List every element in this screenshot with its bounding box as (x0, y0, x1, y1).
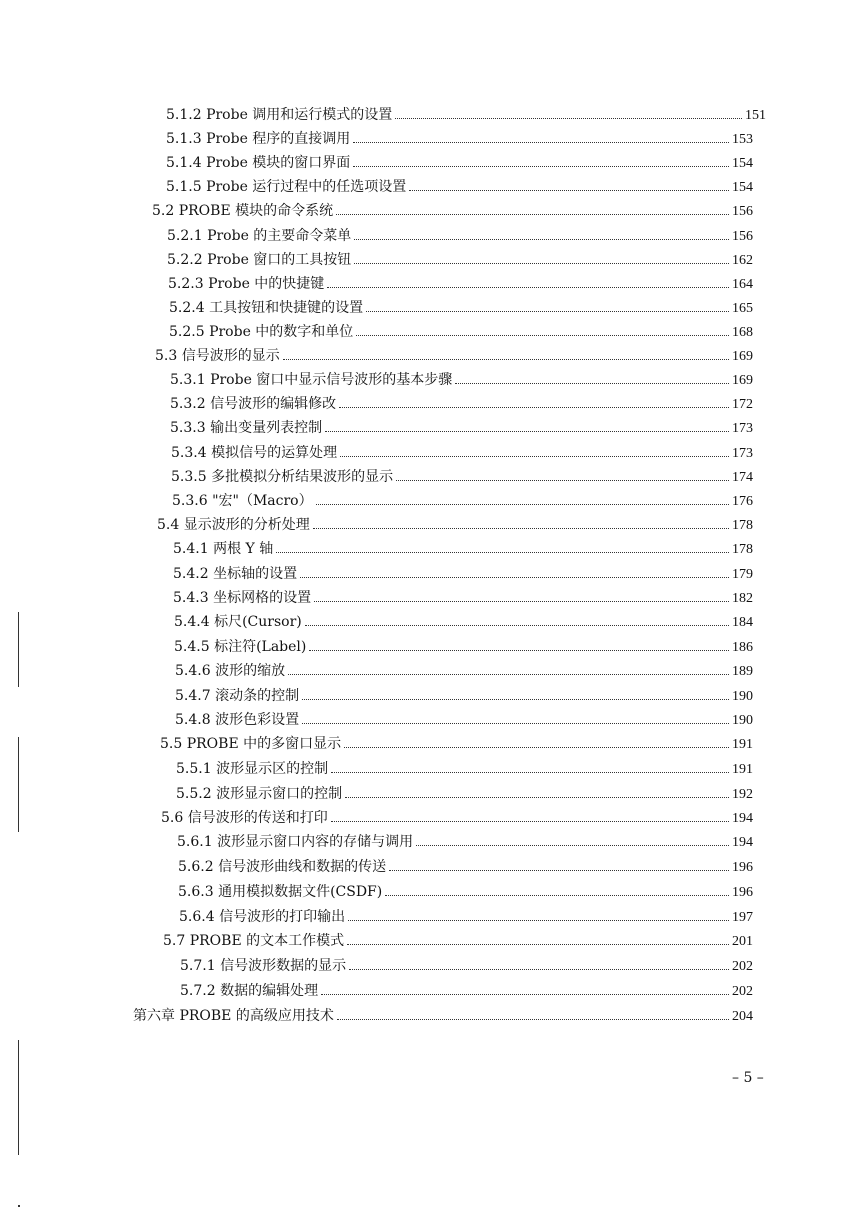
toc-entry (166, 105, 766, 126)
toc-entry (178, 857, 753, 878)
toc-entry-title: 5.6.2 信号波形曲线和数据的传送 (178, 859, 387, 875)
toc-entry-title: 5.6.1 波形显示窗口内容的存储与调用 (177, 834, 414, 850)
toc-leader-dots (353, 166, 729, 167)
toc-leader-dots (395, 118, 742, 119)
toc-leader-dots (353, 142, 729, 143)
toc-leader-dots (340, 456, 729, 457)
toc-leader-dots (300, 577, 729, 578)
page-number: – 5 – (732, 1070, 764, 1086)
toc-entry-page: 164 (732, 277, 753, 292)
toc-entry-page: 153 (732, 132, 753, 147)
toc-leader-dots (396, 480, 729, 481)
toc-entry (133, 1006, 753, 1027)
toc-leader-dots (302, 699, 729, 700)
toc-leader-dots (409, 190, 729, 191)
toc-leader-dots (325, 431, 729, 432)
toc-leader-dots (288, 674, 729, 675)
toc-entry-title: 5.4 显示波形的分析处理 (157, 517, 310, 533)
toc-entry-title: 5.2.3 Probe 中的快捷键 (168, 276, 325, 292)
toc-entry-page: 190 (732, 713, 753, 728)
toc-entry-title: 5.6.4 信号波形的打印输出 (179, 909, 346, 925)
toc-entry-page: 156 (732, 229, 753, 244)
toc-leader-dots (354, 263, 729, 264)
toc-entry-title: 5.7.2 数据的编辑处理 (180, 983, 319, 999)
toc-entry-title: 5.3.5 多批模拟分析结果波形的显示 (171, 469, 394, 485)
toc-leader-dots (349, 969, 729, 970)
toc-entry-page: 186 (732, 640, 753, 655)
scan-speck (18, 1205, 20, 1207)
toc-entry (169, 322, 753, 343)
toc-entry-page: 173 (732, 446, 753, 461)
toc-leader-dots (348, 920, 729, 921)
toc-entry-title: 5.4.5 标注符(Label) (174, 639, 307, 655)
toc-entry-page: 154 (732, 180, 753, 195)
toc-leader-dots (331, 772, 729, 773)
toc-entry (175, 686, 753, 707)
toc-entry-page: 169 (732, 349, 753, 364)
toc-leader-dots (455, 383, 729, 384)
toc-entry-title: 5.5.2 波形显示窗口的控制 (176, 786, 343, 802)
toc-leader-dots (416, 845, 729, 846)
toc-entry-title: 5.4.6 波形的缩放 (175, 663, 286, 679)
toc-entry (169, 298, 753, 319)
toc-leader-dots (327, 287, 729, 288)
toc-leader-dots (331, 821, 729, 822)
toc-leader-dots (385, 895, 729, 896)
toc-entry (166, 129, 753, 150)
toc-entry-page: 182 (732, 591, 753, 606)
toc-entry-page: 184 (732, 615, 753, 630)
toc-entry-title: 5.2.1 Probe 的主要命令菜单 (167, 228, 352, 244)
toc-entry (157, 515, 753, 536)
toc-entry (177, 832, 753, 853)
toc-entry-page: 174 (732, 470, 753, 485)
toc-entry-page: 162 (732, 253, 753, 268)
toc-entry (160, 734, 753, 755)
toc-leader-dots (336, 214, 729, 215)
toc-entry-page: 190 (732, 689, 753, 704)
toc-entry (173, 588, 753, 609)
toc-leader-dots (339, 407, 729, 408)
toc-entry (170, 370, 753, 391)
toc-entry (175, 710, 753, 731)
toc-entry-title: 5.3.3 输出变量列表控制 (170, 420, 323, 436)
toc-entry-title: 5.4.3 坐标网格的设置 (173, 590, 312, 606)
toc-entry-page: 154 (732, 156, 753, 171)
scan-margin-line (18, 612, 19, 687)
toc-leader-dots (313, 528, 729, 529)
toc-entry-title: 5.4.4 标尺(Cursor) (174, 614, 302, 630)
toc-entry-title: 5.1.4 Probe 模块的窗口界面 (166, 155, 351, 171)
toc-leader-dots (344, 747, 729, 748)
toc-leader-dots (316, 504, 729, 505)
toc-entry (167, 226, 753, 247)
toc-entry-page: 156 (732, 204, 753, 219)
toc-entry (176, 759, 753, 780)
toc-entry-page: 169 (732, 373, 753, 388)
toc-leader-dots (347, 944, 729, 945)
toc-entry-title: 5.1.3 Probe 程序的直接调用 (166, 131, 351, 147)
toc-entry-title: 5.3.2 信号波形的编辑修改 (170, 396, 337, 412)
toc-entry-title: 5.6.3 通用模拟数据文件(CSDF) (178, 884, 383, 900)
toc-entry-title: 5.4.1 两根 Y 轴 (173, 541, 274, 557)
toc-leader-dots (356, 335, 729, 336)
toc-entry-page: 151 (745, 108, 766, 123)
toc-entry-page: 191 (732, 737, 753, 752)
toc-entry (171, 443, 753, 464)
toc-entry (174, 637, 753, 658)
toc-leader-dots (276, 552, 729, 553)
toc-entry (152, 201, 753, 222)
toc-entry-page: 197 (732, 910, 753, 925)
toc-entry (174, 612, 753, 633)
toc-leader-dots (389, 870, 729, 871)
toc-leader-dots (305, 625, 729, 626)
toc-entry-title: 5.3.1 Probe 窗口中显示信号波形的基本步骤 (170, 372, 453, 388)
toc-leader-dots (283, 359, 729, 360)
toc-entry (172, 491, 753, 512)
toc-entry (170, 394, 753, 415)
toc-leader-dots (366, 311, 729, 312)
toc-leader-dots (321, 994, 729, 995)
toc-entry (180, 981, 753, 1002)
toc-entry (179, 907, 753, 928)
toc-entry-title: 5.3.4 模拟信号的运算处理 (171, 445, 338, 461)
toc-entry (180, 956, 753, 977)
toc-entry-title: 5.4.8 波形色彩设置 (175, 712, 300, 728)
toc-entry (173, 539, 753, 560)
toc-entry-page: 172 (732, 397, 753, 412)
toc-entry-title: 5.2.2 Probe 窗口的工具按钮 (167, 252, 352, 268)
toc-entry (167, 250, 753, 271)
toc-leader-dots (345, 797, 729, 798)
toc-entry-page: 176 (732, 494, 753, 509)
toc-leader-dots (314, 601, 729, 602)
toc-entry (178, 882, 753, 903)
toc-leader-dots (337, 1019, 729, 1020)
toc-leader-dots (354, 239, 729, 240)
toc-entry (173, 564, 753, 585)
toc-entry (166, 177, 753, 198)
toc-entry-page: 189 (732, 664, 753, 679)
toc-entry-title: 5.5.1 波形显示区的控制 (176, 761, 329, 777)
toc-entry-title: 5.2 PROBE 模块的命令系统 (152, 203, 334, 219)
toc-entry-title: 5.1.2 Probe 调用和运行模式的设置 (166, 107, 393, 123)
toc-entry-page: 179 (732, 567, 753, 582)
toc-entry-page: 194 (732, 811, 753, 826)
toc-entry-page: 178 (732, 518, 753, 533)
toc-entry-page: 196 (732, 885, 753, 900)
toc-entry-title: 5.5 PROBE 中的多窗口显示 (160, 736, 342, 752)
toc-entry-page: 173 (732, 421, 753, 436)
toc-entry (175, 661, 753, 682)
scan-margin-line (18, 737, 19, 832)
toc-entry-page: 178 (732, 542, 753, 557)
toc-entry-page: 204 (732, 1009, 753, 1024)
toc-entry-page: 202 (732, 959, 753, 974)
toc-entry (171, 467, 753, 488)
toc-entry (176, 784, 753, 805)
toc-entry-title: 5.2.5 Probe 中的数字和单位 (169, 324, 354, 340)
toc-entry-title: 5.1.5 Probe 运行过程中的任选项设置 (166, 179, 407, 195)
toc-entry (163, 931, 753, 952)
toc-entry-page: 194 (732, 835, 753, 850)
toc-entry (168, 274, 753, 295)
scan-margin-line (18, 1040, 19, 1155)
toc-entry-title: 5.3 信号波形的显示 (155, 348, 280, 364)
toc-leader-dots (302, 723, 729, 724)
toc-entry-title: 5.7.1 信号波形数据的显示 (180, 958, 347, 974)
toc-entry-title: 5.4.2 坐标轴的设置 (173, 566, 298, 582)
toc-entry-title: 5.7 PROBE 的文本工作模式 (163, 933, 345, 949)
toc-leader-dots (309, 650, 729, 651)
toc-entry-title: 5.2.4 工具按钮和快捷键的设置 (169, 300, 364, 316)
toc-entry-page: 192 (732, 787, 753, 802)
toc-entry-page: 165 (732, 301, 753, 316)
toc-entry-page: 201 (732, 934, 753, 949)
toc-entry-title: 5.4.7 滚动条的控制 (175, 688, 300, 704)
toc-entry (166, 153, 753, 174)
toc-entry (161, 808, 753, 829)
toc-entry-page: 196 (732, 860, 753, 875)
toc-entry-page: 168 (732, 325, 753, 340)
toc-entry-page: 202 (732, 984, 753, 999)
toc-entry-page: 191 (732, 762, 753, 777)
toc-entry-title: 5.6 信号波形的传送和打印 (161, 810, 328, 826)
toc-entry (170, 418, 753, 439)
toc-entry-title: 第六章 PROBE 的高级应用技术 (133, 1008, 334, 1024)
toc-entry (155, 346, 753, 367)
toc-entry-title: 5.3.6 "宏"（Macro） (172, 493, 313, 509)
